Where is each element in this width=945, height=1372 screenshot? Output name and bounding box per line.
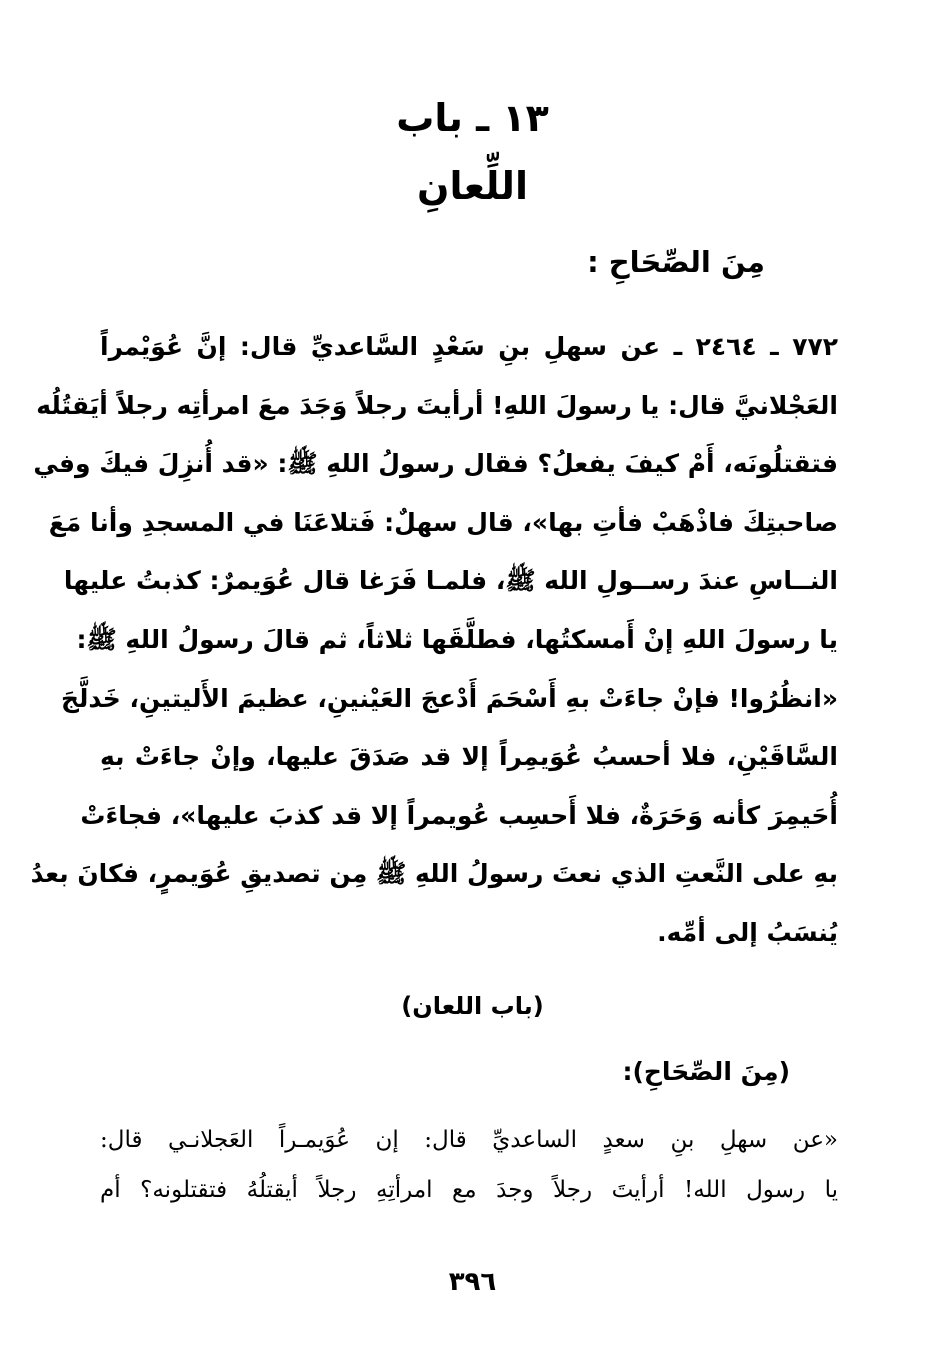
page-number: ٣٩٦ — [448, 1267, 497, 1297]
hadith-line: بهِ على النَّعتِ الذي نعتَ رسولُ اللهِ ﷺ مِن تصديقِ عُوَيمرٍ، فكانَ بعدُ — [30, 859, 838, 889]
commentary-line: يا رسول الله! أرأيتَ رجلاً وجدَ مع امرأتِهِ رجلاً أيقتلُهُ فتقتلونه؟ أم — [100, 1177, 838, 1203]
commentary-line: «عن سهلِ بنِ سعدٍ الساعديِّ قال: إن عُوَيمـراً العَجلانـي قال: — [100, 1127, 838, 1153]
chapter-heading: ١٣ ـ باب — [396, 96, 549, 140]
hadith-line: يُنسَبُ إلى أمِّه. — [657, 917, 838, 947]
hadith-line: «انظُرُوا! فإنْ جاءَتْ بهِ أَسْحَمَ أَدْعجَ العَيْنينِ، عظيمَ الأَليتينِ، خَدلَّجَ — [60, 683, 838, 713]
hadith-line: العَجْلانيَّ قال: يا رسولَ اللهِ! أرأيتَ رجلاً وَجَدَ معَ امرأتِه رجلاً أيَقتُلُه — [36, 390, 838, 420]
hadith-text — [30, 318, 838, 963]
hadith-line: أُحَيمِرَ كأنه وَحَرَةٌ، فلا أَحسِب عُويمراً إلا قد كذبَ عليها»، فجاءَتْ — [80, 800, 838, 830]
hadith-line: صاحبتِكَ فاذْهَبْ فأتِ بها»، قال سهلٌ: فَتلاعَنَا في المسجدِ وأنا مَعَ — [48, 507, 838, 537]
section-heading: (باب اللعان) — [401, 992, 544, 1020]
source-label: مِنَ الصِّحَاحِ : — [587, 245, 765, 279]
hadith-line: فتقتلُونَه، أَمْ كيفَ يفعلُ؟ فقال رسولُ اللهِ ﷺ: «قد أُنزِلَ فيكَ وفي — [33, 449, 838, 479]
hadith-line: السَّاقَيْنِ، فلا أحسبُ عُوَيمِراً إلا قد صَدَقَ عليها، وإنْ جاءَتْ بهِ — [100, 742, 838, 772]
section-source-label: (مِنَ الصِّحَاحِ): — [622, 1057, 790, 1086]
hadith-line: ٧٧٢ ـ ٢٤٦٤ ـ عن سهلِ بنِ سَعْدٍ السَّاعديِّ قال: إنَّ عُوَيْمراً — [100, 332, 838, 361]
commentary-text — [100, 1115, 838, 1215]
hadith-line: يا رسولَ اللهِ إنْ أَمسكتُها، فطلَّقَها ثلاثاً، ثم قالَ رسولُ اللهِ ﷺ: — [76, 624, 838, 654]
chapter-title: اللِّعانِ — [417, 164, 528, 208]
hadith-line: النــاسِ عندَ رســولِ الله ﷺ، فلمـا فَرَغا قال عُوَيمرٌ: كذبتُ عليها — [63, 566, 838, 596]
